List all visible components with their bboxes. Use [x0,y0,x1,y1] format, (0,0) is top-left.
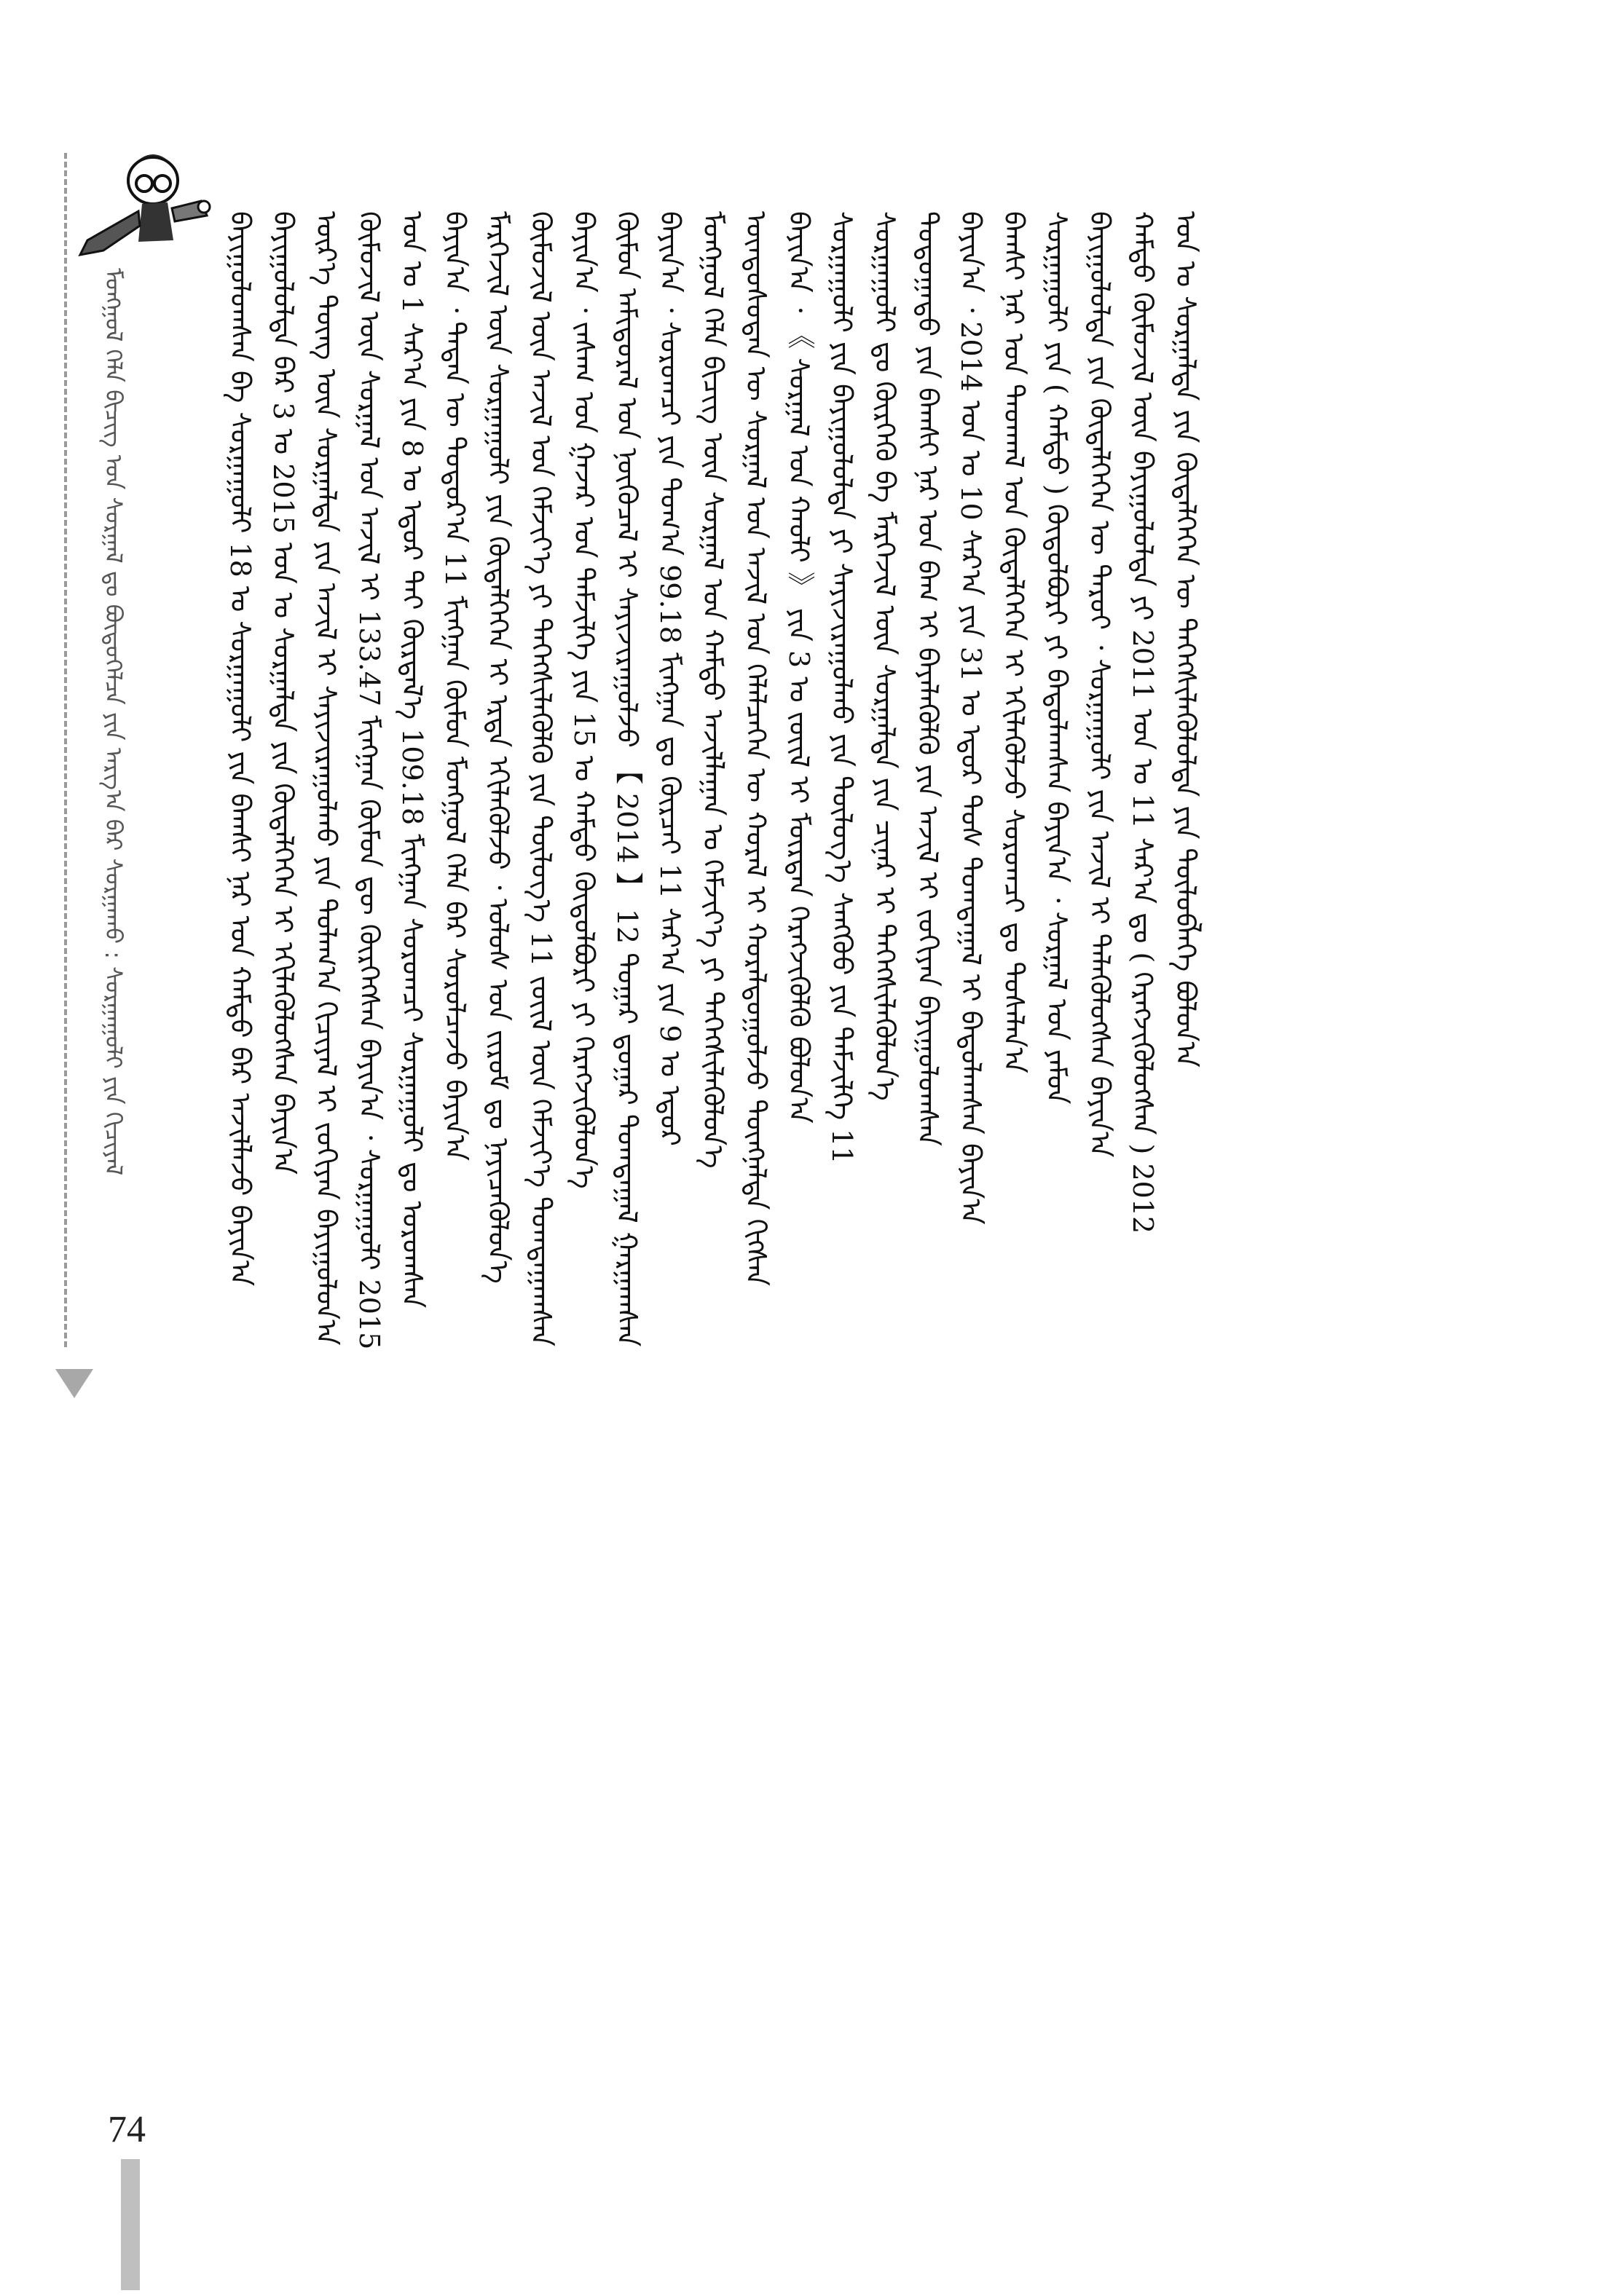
text-column-15: ᠰᠤᠷᠭᠠᠭᠤᠯᠢ ᠶᠢᠨ ᠪᠠᠶᠢᠭᠤᠯᠤᠯᠲᠠ ᠶᠢ ᠰᠠᠶᠢᠵᠢᠷᠠᠭᠤᠯᠬᠤ ᠶᠢᠨ ᠲᠥᠯᠥᠭ᠎ᠡ ᠰᠠᠩᠬᠦᠦ ᠶᠢᠨ ᠳᠡᠮᠵᠢᠯᠭᠡ 11 [826,211,858,1164]
text-column-21: ᠪᠠᠶᠢᠭᠤᠯᠤᠯᠲᠠ ᠶᠢᠨ ᠬᠦᠳᠡᠯᠭᠡᠭᠡᠨ ᠦ ᠳᠠᠷᠤᠢ ᠂ ᠰᠤᠷᠭᠠᠭᠤᠯᠢ ᠶᠢᠨ ᠠᠵᠢᠯ ᠢ ᠲᠡᠯᠡᠭᠦᠯᠦᠭᠰᠡᠨ ᠪᠠᠶᠢᠨ᠎ᠠ [1084,211,1116,1158]
running-header-title: ᠮᠣᠩᠭᠣᠯ ᠬᠡᠯᠡ ᠪᠢᠴᠢᠭ ᠤᠨ ᠰᠤᠷᠭᠠᠯ ᠳᠤ ᠪᠦᠲᠦᠭᠡᠯᠴᠡ ᠶᠢᠨ ᠠᠷᠭ᠎ᠠ ᠪᠠᠷ ᠰᠤᠷᠭᠠᠬᠤ : ᠰᠤᠷᠭᠠᠭᠤᠯᠢ ᠶᠢᠨ ᠬᠢᠴᠢᠶᠡᠯ [100,268,127,1176]
vertical-mongolian-body [219,211,1428,2104]
text-column-8: ᠬᠦᠮᠦᠵᠢᠯ ᠦᠨ ᠠᠵᠢᠯ ᠤᠨ ᠬᠡᠮᠵᠢᠶ᠎ᠡ ᠶᠢ ᠳᠡᠭᠡᠭᠰᠢᠯᠡᠭᠦᠯᠬᠦ ᠶᠢᠨ ᠲᠥᠯᠥᠭ᠎ᠡ 11 ᠵᠦᠢᠯ ᠦᠨ ᠬᠡᠮᠵᠢᠶ᠎ᠡ ᠲᠣᠭᠲᠠᠭᠠᠭᠰᠠᠨ [525,211,557,1346]
text-column-6: ᠪᠠᠶᠢᠨ᠎ᠠ ᠂ ᠲᠡᠳᠡᠨ ᠦ ᠳᠣᠲᠣᠷ᠎ᠠ 11 ᠮᠢᠩᠭᠠᠨ ᠬᠦᠮᠦᠨ ᠮᠣᠩᠭᠣᠯ ᠬᠡᠯᠡ ᠪᠡᠷ ᠰᠤᠷᠤᠯᠴᠠᠵᠤ ᠪᠠᠶᠢᠨ᠎ᠠ [439,211,471,1161]
text-column-3: ᠦᠷ᠎ᠡ ᠳᠦᠩ ᠦᠨ ᠰᠤᠷᠭᠠᠯᠲᠠ ᠶᠢᠨ ᠠᠵᠢᠯ ᠢ ᠰᠠᠶᠢᠵᠢᠷᠠᠭᠤᠯᠬᠤ ᠶᠢᠨ ᠲᠤᠯᠠᠭ᠎ᠠ ᠬᠢᠴᠢᠶᠡᠯ ᠢ ᠵᠣᠬᠢᠶᠠᠨ ᠪᠠᠶᠢᠭᠤᠯᠤᠨ᠎ᠠ [310,211,342,1346]
text-column-18: ᠪᠠᠶᠢᠨ᠎ᠠ ᠂ 2014 ᠣᠨ ᠤ 10 ᠰᠠᠷ᠎ᠠ ᠶᠢᠨ 31 ᠤ ᠡᠳᠦᠷ ᠲᠤᠰ ᠲᠣᠭᠲᠠᠭᠠᠯ ᠢ ᠪᠠᠲᠤᠯᠠᠭᠰᠠᠨ ᠪᠠᠶᠢᠨ᠎ᠠ [955,211,987,1225]
text-column-23: ᠣᠨ ᠤ ᠰᠤᠷᠭᠠᠯᠲᠠ ᠶᠢᠨ ᠬᠦᠳᠡᠯᠭᠡᠭᠡᠨ ᠦ ᠳᠡᠭᠡᠭᠰᠢᠯᠡᠭᠦᠯᠦᠯᠲᠡ ᠶᠢᠨ ᠲᠥᠯᠥᠪᠯᠡᠭᠡ ᠪᠣᠯᠤᠨ᠎ᠠ [1170,211,1202,1068]
text-column-7: ᠮᠡᠷᠭᠡᠵᠢᠯ ᠦᠨ ᠰᠤᠷᠭᠠᠭᠤᠯᠢ ᠶᠢᠨ ᠬᠦᠳᠡᠯᠭᠡᠭᠡᠨ ᠢ ᠡᠷᠲᠡ ᠡᠬᠢᠯᠡᠭᠦᠯᠵᠦ ᠂ ᠤᠯᠤᠰ ᠤᠨ ᠵᠢᠷᠤᠮ ᠳᠤ ᠨᠡᠶᠢᠴᠡᠭᠦᠯᠦᠨ᠎ᠡ [482,211,514,1284]
student-mascot-icon [58,131,219,269]
text-column-9: ᠪᠠᠶᠢᠨ᠎ᠠ ᠂ ᠵᠠᠰᠠᠭ ᠤᠨ ᠭᠠᠵᠠᠷ ᠤᠨ ᠳᠡᠮᠵᠢᠯᠭᠡ ᠶᠢᠨ 15 ᠤ ᠬᠠᠮᠲᠤ ᠬᠥᠲᠦᠯᠪᠦᠷᠢ ᠶᠢ ᠬᠡᠷᠡᠭᠵᠢᠭᠦᠯᠦᠨ᠎ᠡ [568,211,600,1189]
text-column-16: ᠰᠤᠷᠭᠠᠭᠤᠯᠢ ᠳᠤ ᠬᠦᠷᠭᠡᠬᠦ ᠪᠠ ᠮᠡᠷᠭᠡᠵᠢᠯ ᠦᠨ ᠰᠤᠷᠭᠠᠯᠲᠠ ᠶᠢᠨ ᠴᠢᠨᠠᠷ ᠢ ᠳᠡᠭᠡᠭᠰᠢᠯᠡᠭᠦᠯᠦᠨ᠎ᠡ [869,211,901,1101]
text-column-4: ᠬᠦᠮᠦᠵᠢᠯ ᠦᠨ ᠰᠤᠷᠭᠠᠯ ᠤᠨ ᠠᠵᠢᠯ ᠢ 133.47 ᠮᠢᠩᠭᠠᠨ ᠬᠦᠮᠦᠨ ᠳᠦ ᠬᠦᠷᠭᠡᠭᠰᠡᠨ ᠪᠠᠶᠢᠨ᠎ᠠ ᠂ ᠰᠤᠷᠭᠠᠭᠤᠯᠢ 2015 [353,211,385,1350]
text-column-17: ᠳᠣᠲᠣᠭᠠᠳᠤ ᠶᠢᠨ ᠪᠠᠭᠰᠢ ᠨᠠᠷ ᠤᠨ ᠪᠠᠭ ᠢ ᠪᠡᠶᠡᠯᠡᠭᠦᠯᠬᠦ ᠶᠢᠨ ᠠᠵᠢᠯ ᠢ ᠵᠣᠬᠢᠶᠠᠨ ᠪᠠᠶᠢᠭᠤᠯᠤᠭᠰᠠᠨ [912,211,944,1146]
text-column-2: ᠪᠠᠶᠢᠭᠤᠯᠤᠯᠲᠠ ᠪᠠᠷ 3 ᠤ 2015 ᠣᠨ ᠤ ᠰᠤᠷᠭᠠᠯᠲᠠ ᠶᠢᠨ ᠬᠦᠳᠡᠯᠭᠡᠭᠡᠨ ᠢ ᠡᠬᠢᠯᠡᠭᠦᠯᠦᠭᠰᠡᠨ ᠪᠠᠶᠢᠨ᠎ᠠ [267,211,299,1175]
text-column-1: ᠪᠠᠶᠢᠭᠤᠯᠤᠭᠰᠠᠨ ᠪᠠ ᠰᠤᠷᠭᠠᠭᠤᠯᠢ 18 ᠤ ᠰᠤᠷᠭᠠᠭᠤᠯᠢ ᠶᠢᠨ ᠪᠠᠭᠰᠢ ᠨᠠᠷ ᠤᠨ ᠬᠠᠮᠲᠤ ᠪᠡᠷ ᠠᠵᠢᠯᠯᠠᠵᠤ ᠪᠠᠶᠢᠨ᠎ᠠ [224,211,256,1287]
text-column-19: ᠪᠠᠭᠰᠢ ᠨᠠᠷ ᠤᠨ ᠳᠠᠳᠬᠠᠯ ᠤᠨ ᠬᠦᠳᠡᠯᠭᠡᠭᠡᠨ ᠢ ᠡᠬᠢᠯᠡᠭᠦᠯᠵᠦ ᠰᠤᠷᠤᠭᠴᠢ ᠳᠤ ᠲᠤᠰᠠᠯᠠᠨ᠎ᠠ [998,211,1030,1073]
text-column-13: ᠦᠨᠳᠦᠰᠦᠲᠡᠨ ᠦ ᠰᠤᠷᠭᠠᠯ ᠤᠨ ᠠᠵᠢᠯ ᠤᠨ ᠬᠡᠯᠡᠯᠴᠡᠭᠡᠨ ᠦ ᠬᠤᠷᠠᠯ ᠢ ᠬᠤᠷᠠᠯᠳᠤᠭᠤᠯᠵᠤ ᠳᠦᠩᠨᠡᠯᠲᠡ ᠬᠢᠭᠰᠡᠨ [740,211,772,1287]
text-column-12: ᠮᠣᠩᠭᠣᠯ ᠬᠡᠯᠡ ᠪᠢᠴᠢᠭ ᠦᠨ ᠰᠤᠷᠭᠠᠯ ᠤᠨ ᠬᠠᠮᠲᠤ ᠠᠵᠢᠯᠯᠠᠭᠠᠨ ᠤ ᠬᠡᠮᠵᠢᠶ᠎ᠡ ᠶᠢ ᠳᠡᠭᠡᠭᠰᠢᠯᠡᠭᠦᠯᠦᠨ᠎ᠡ [697,211,729,1169]
text-column-5: ᠣᠨ ᠤ 1 ᠰᠠᠷ᠎ᠠ ᠶᠢᠨ 8 ᠤ ᠡᠳᠦᠷ ᠲᠡᠢ ᠬᠦᠷᠲᠡᠯ᠎ᠡ 109.18 ᠮᠢᠩᠭᠠᠨ ᠰᠤᠷᠤᠭᠴᠢ ᠰᠤᠷᠭᠠᠭᠤᠯᠢ ᠳᠤ ᠣᠷᠤᠭᠰᠠᠨ [396,211,428,1309]
page-side-bar [121,2159,140,2290]
header-dashed-rule [64,153,67,1347]
text-column-10: ᠬᠥᠮᠥᠨ ᠠᠮᠢᠳᠤᠷᠠᠯ ᠤᠨ ᠨᠥᠬᠥᠴᠡᠯ ᠢ ᠰᠠᠶᠢᠵᠢᠷᠠᠭᠤᠯᠵᠤ 【 2014 】 12 ᠳᠤᠭᠠᠷ ᠳ᠋ᠤᠭᠠᠷ ᠲᠣᠭᠲᠠᠭᠠᠯ ᠭᠠᠷᠭᠠᠭᠰᠠᠨ [611,211,643,1347]
header-triangle-marker [55,1369,93,1398]
text-column-22: ᠬᠠᠮᠲᠤ ᠬᠦᠮᠦᠵᠢᠯ ᠦᠨ ᠪᠠᠶᠢᠭᠤᠯᠤᠯᠲᠠ ᠶᠢ 2011 ᠣᠨ ᠤ 11 ᠰᠠᠷ᠎ᠠ ᠳᠤ ( ᠬᠡᠷᠡᠭᠵᠢᠭᠦᠯᠦᠭᠰᠡᠨ ) 2012 [1127,211,1159,1234]
text-column-11: ᠪᠠᠶᠢᠨ᠎ᠠ ᠂ ᠰᠤᠷᠤᠭᠴᠢ ᠶᠢᠨ ᠲᠣᠭ᠎ᠠ 99.18 ᠮᠢᠩᠭᠠᠨ ᠳᠤ ᠬᠦᠷᠴᠡᠢ 11 ᠰᠠᠷ᠎ᠠ ᠶᠢᠨ 9 ᠤ ᠡᠳᠦᠷ [654,211,686,1146]
page-number: 74 [108,2109,146,2150]
text-column-14: ᠪᠠᠶᠢᠨ᠎ᠠ ᠂ 《 ᠰᠤᠷᠭᠠᠯ ᠤᠨ ᠬᠠᠤᠯᠢ 》 ᠶᠢᠨ 3 ᠤ ᠵᠦᠢᠯ ᠢ ᠮᠥᠷᠳᠡᠨ ᠬᠡᠷᠡᠭᠵᠢᠭᠦᠯᠬᠦ ᠪᠣᠯᠤᠨ᠎ᠠ [783,211,815,1124]
text-column-20: ᠰᠤᠷᠭᠠᠭᠤᠯᠢ ᠶᠢᠨ ( ᠬᠠᠮᠲᠤ ) ᠬᠥᠲᠦᠯᠪᠦᠷᠢ ᠶᠢ ᠪᠠᠲᠤᠯᠠᠭᠰᠠᠨ ᠪᠠᠶᠢᠨ᠎ᠠ ᠂ ᠰᠤᠷᠭᠠᠯ ᠤᠨ ᠶᠠᠮᠤᠨ [1041,211,1073,1105]
